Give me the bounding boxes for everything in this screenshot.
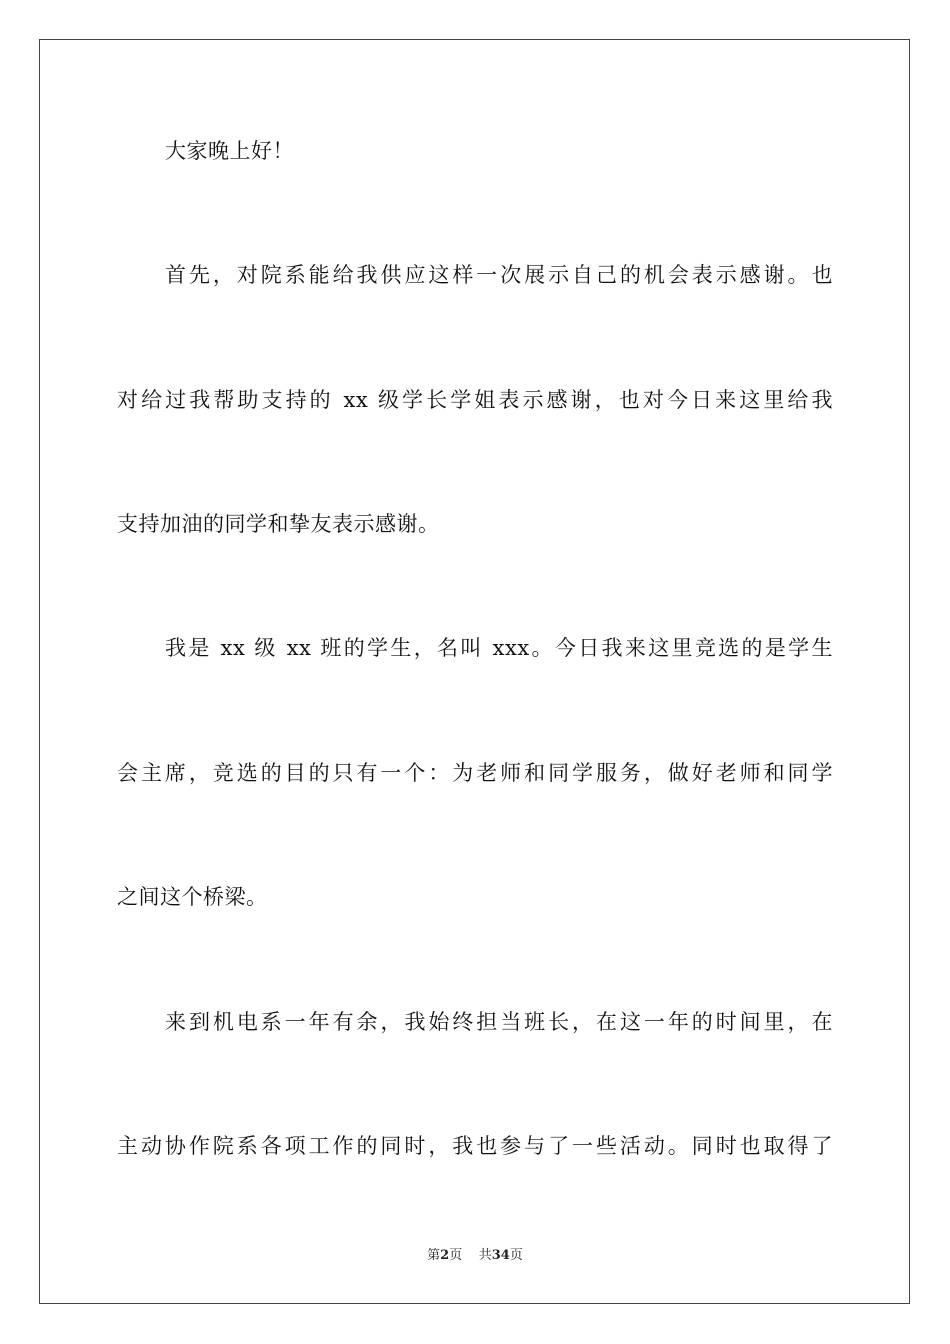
total-suffix: 页 xyxy=(509,1248,523,1263)
paragraph-1-line-3: 支持加油的同学和挚友表示感谢。 xyxy=(117,512,440,536)
paragraph-2-line-3: 之间这个桥梁。 xyxy=(117,885,268,909)
paragraph-2-line-1: 我是 xx 级 xx 班的学生，名叫 xxx。今日我来这里竞选的是学生 xyxy=(165,636,833,660)
page-footer xyxy=(0,1248,950,1264)
paragraph-3-line-2: 主动协作院系各项工作的同时，我也参与了一些活动。同时也取得了 xyxy=(117,1134,833,1158)
paragraph-1-line-1: 首先，对院系能给我供应这样一次展示自己的机会表示感谢。也 xyxy=(165,263,833,287)
page-prefix: 第 xyxy=(427,1248,441,1263)
total-pages: 34 xyxy=(491,1248,510,1263)
paragraph-2-line-2: 会主席，竞选的目的只有一个：为老师和同学服务，做好老师和同学 xyxy=(117,761,833,785)
paragraph-3-line-1: 来到机电系一年有余，我始终担当班长，在这一年的时间里，在 xyxy=(165,1010,833,1034)
greeting-line: 大家晚上好！ xyxy=(165,139,294,163)
total-prefix: 共 xyxy=(478,1248,492,1263)
page-suffix: 页 xyxy=(449,1248,463,1263)
page-border xyxy=(39,39,910,1304)
page-number: 2 xyxy=(440,1248,450,1263)
paragraph-1-line-2: 对给过我帮助支持的 xx 级学长学姐表示感谢，也对今日来这里给我 xyxy=(117,388,833,412)
